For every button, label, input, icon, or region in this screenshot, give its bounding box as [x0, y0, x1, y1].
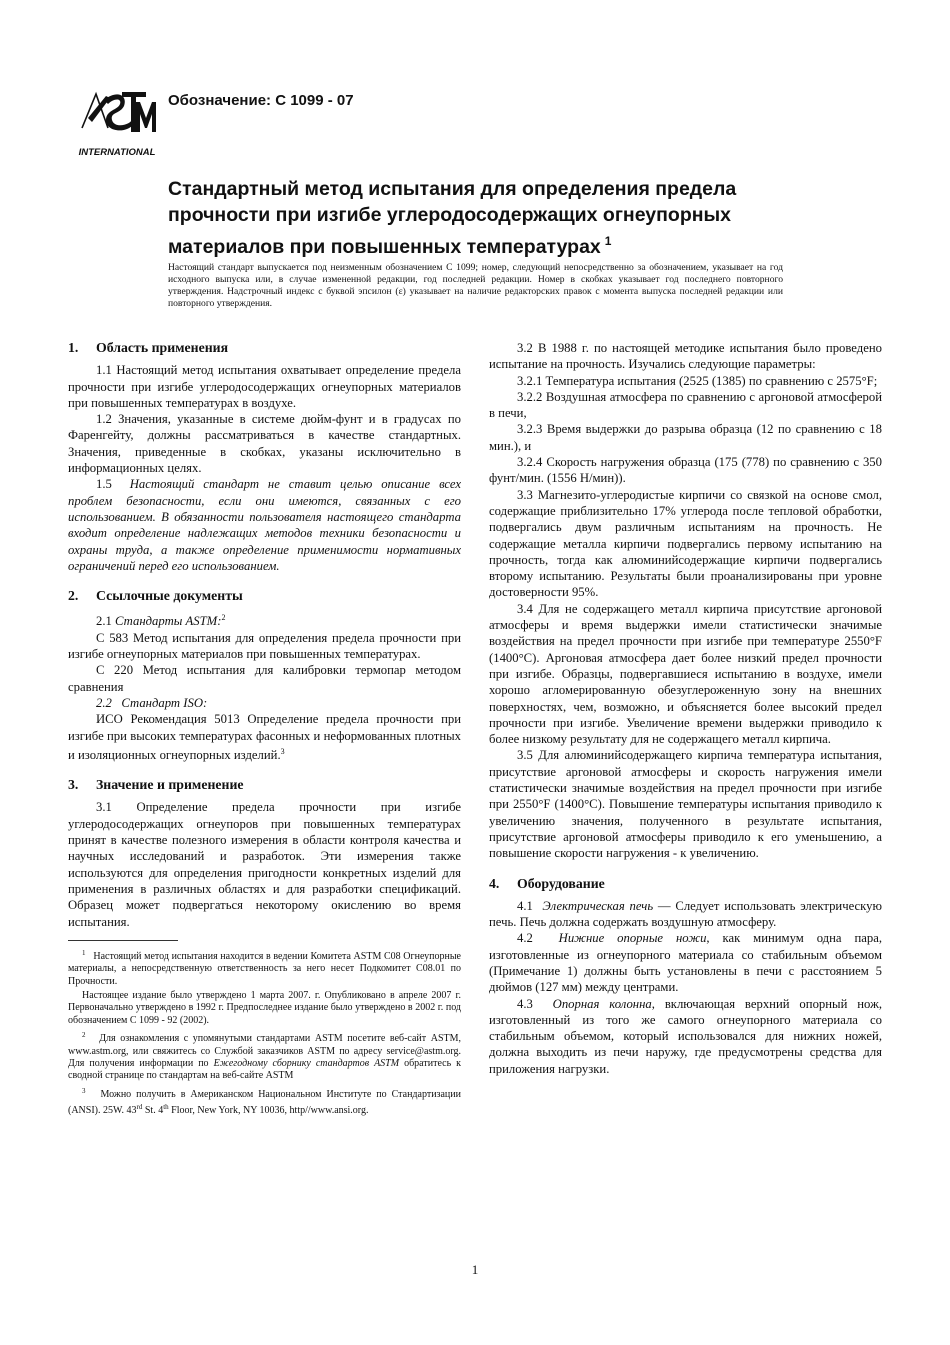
footnote-1b: Настоящее издание было утверждено 1 марта 2007. г. Опубликовано в апреле 2007 г. Первоначально утверждено в 1992 г. Предпоследнее издание было утверждено в 2002 г. под обозначением C 1099 - 92 (2002). [68, 990, 461, 1026]
paragraph-3-1: 3.1 Определение предела прочности при изгибе углеродосодержащих огнеупоров при повышенных температурах принят в качестве полезного измерения в области контроля качества и научных исследований и разработок. Эти измерения также используются для определения пригодности конкретных изделий для применения в различных областях и для разработки спецификаций. Образец может подвергаться некоторому окислению во время испытания. [68, 800, 461, 929]
paragraph-2-2: 2.2 Стандарт ISO: [96, 695, 208, 710]
paragraph-4-3: 4.3 Опорная колонна, включающая верхний опорный нож, изготовленный из того же самого огнеупорного материала со стабильным объемом, который использовался для нижних ножей, должна выходить из печи наружу, где предусмотрены средства для приложения нагрузки. [489, 996, 883, 1076]
page-number: 1 [471, 1262, 479, 1277]
paragraph-1-1: 1.1 Настоящий метод испытания охватывает определение предела прочности при изгибе углеродосодержащих огнеупорных материалов при повышенных температурах в воздухе. [68, 363, 461, 410]
reference-c583: C 583 Метод испытания для определения предела прочности при изгибе огнеупорных материалов при повышенных температурах. [68, 630, 461, 662]
paragraph-3-2-1: 3.2.1 Температура испытания (2525 (1385) по сравнению с 2575°F; [517, 373, 878, 388]
reference-iso: ИСО Рекомендация 5013 Определение предела прочности при изгибе при высоких температурах фасонных и неформованных плотных и изоляционных огнеупорных изделий.$^3$ [68, 712, 461, 762]
paragraph-3-5: 3.5 Для алюминийсодержащего кирпича температура испытания, присутствие аргоновой атмосферы и скорость нагружения имели статистически значимые воздействия на предел прочности при изгибе при 2550°F (1400°C). Повышение температуры испытания приводило к увеличению значения, полученного в результате испытания, присутствие аргоновой атмосферы приводило к его уменьшению, а повышение скорости нагружения - к увеличению. [489, 748, 882, 861]
left-column [68, 340, 461, 1120]
paragraph-3-2: 3.2 В 1988 г. по настоящей методике испытания было проведено испытание на прочность. Изучались следующие параметры: [489, 341, 882, 372]
paragraph-3-2-4: 3.2.4 Скорость нагружения образца (175 (778) по сравнению с 350 фунт/мин. (1556 Н/мин)). [489, 455, 882, 486]
section-heading-3: 3. Значение и применение [68, 777, 244, 793]
paragraph-4-1: 4.1 Электрическая печь — Следует использовать электрическую печь. Печь должна содержать воздушную атмосферу. [489, 898, 882, 930]
paragraph-3-4: 3.4 Для не содержащего металл кирпича присутствие аргоновой атмосферы и время выдержки имели статистически значимые воздействия на предел прочности при изгибе при температуре 2550°F (1400°C). Аргоновая атмосфера дает более низкий предел прочности при изгибе. Образцы, подвергавшиеся испытанию в воздухе, имели хорошо агломерированную обезуглероженную зону на внешних поверхностях, чем, возможно, и объясняется более высокий предел прочности при изгибе. Увеличение времени выдержки приводило к более низкому результату для не содержащего металл кирпича. [489, 601, 882, 747]
logo-wordmark: INTERNATIONAL [78, 147, 156, 158]
paragraph-3-3: 3.3 Магнезито-углеродистые кирпичи со связкой на основе смол, содержащие приблизительно 17% углерода после тепловой обработки, подвергались двум различным испытаниям на прочность. Не содержащие металла кирпичи подвергались первому испытанию на прочность, тогда как алюминийсодержащие кирпичи подвергались второму испытанию. Результаты были проанализированы при уровне достоверности 95%. [489, 487, 882, 600]
footnote-1: $^1$ Настоящий метод испытания находится в ведении Комитета ASTM C08 Огнеупорные материалы, а непосредственную ответственность за него несет Подкомитет C08.01 по Прочности. [68, 948, 461, 987]
paragraph-1-5: 1.5 Настоящий стандарт не ставит целью описание всех проблем безопасности, если они имеются, связанных с его использованием. В обязанности пользователя настоящего стандарта входит определение надлежащих методов техники безопасности и охраны труда, а также определение применимости нормативных ограничений перед его использованием. [68, 477, 461, 573]
paragraph-3-2-2: 3.2.2 Воздушная атмосфера по сравнению с аргоновой атмосферой в печи, [489, 389, 882, 421]
title-text: Стандартный метод испытания для определения предела прочности при изгибе углеродосодержащих огнеупорных материалов при повышенных температурах [168, 178, 737, 258]
right-column [489, 340, 882, 1077]
document-title [168, 176, 798, 260]
section-heading-4: 4. Оборудование [489, 875, 605, 891]
designation: Обозначение: C 1099 - 07 [168, 92, 354, 109]
standard-notice: Настоящий стандарт выпускается под неизменным обозначением C 1099; номер, следующий непосредственно за обозначением, указывает на год исходного выпуска или, в случае измененной редакции, год последней редакции. Номер в скобках указывает год последнего повторного утверждения. Надстрочный индекс с буквой эпсилон (ε) указывает на наличие редакторских правок с момента выпуска последней редакции или повторного утверждения. [168, 262, 783, 310]
paragraph-2-1: 2.1 Стандарты ASTM:$^2$ [96, 613, 226, 629]
paragraph-1-2: 1.2 Значения, указанные в системе дюйм-фунт и в градусах по Фаренгейту, должны рассматриваться в качестве стандартных. Значения, приведенные в скобках, указаны исключительно в информационных целях. [68, 412, 461, 476]
reference-c220: C 220 Метод испытания для калибровки термопар методом сравнения [68, 663, 461, 694]
footnote-3: $^3$ Можно получить в Американском Национальном Институте по Стандартизации (ANSI). 25W. 43rd St. 4th Floor, New York, NY 10036, http//www.ansi.org. [68, 1086, 461, 1117]
paragraph-3-2-3: 3.2.3 Время выдержки до разрыва образца (12 по сравнению с 18 мин.), и [489, 422, 882, 453]
footnote-2: $^2$ Для ознакомления с упомянутыми стандартами ASTM посетите веб-сайт ASTM, www.astm.org, или свяжитесь со Службой заказчиков ASTM по адресу service@astm.org. Для получения информации по Ежегодному сборнику стандартов ASTM обратитесь к сводной странице по стандартам на веб-сайте ASTM [68, 1031, 462, 1082]
footnote-divider [68, 940, 178, 941]
section-heading-1: 1. Область применения [68, 340, 229, 355]
section-heading-2: 2. Ссылочные документы [68, 588, 243, 604]
paragraph-4-2: 4.2 Нижние опорные ножи, как минимум одна пара, изготовленные из огнеупорного материала со стабильным объемом (Примечание 1) должны быть установлены в печи с расстоянием 5 дюймов (127 мм) между центрами. [489, 931, 883, 995]
title-footnote-ref: 1 [604, 234, 612, 248]
astm-logo-icon [76, 84, 158, 158]
